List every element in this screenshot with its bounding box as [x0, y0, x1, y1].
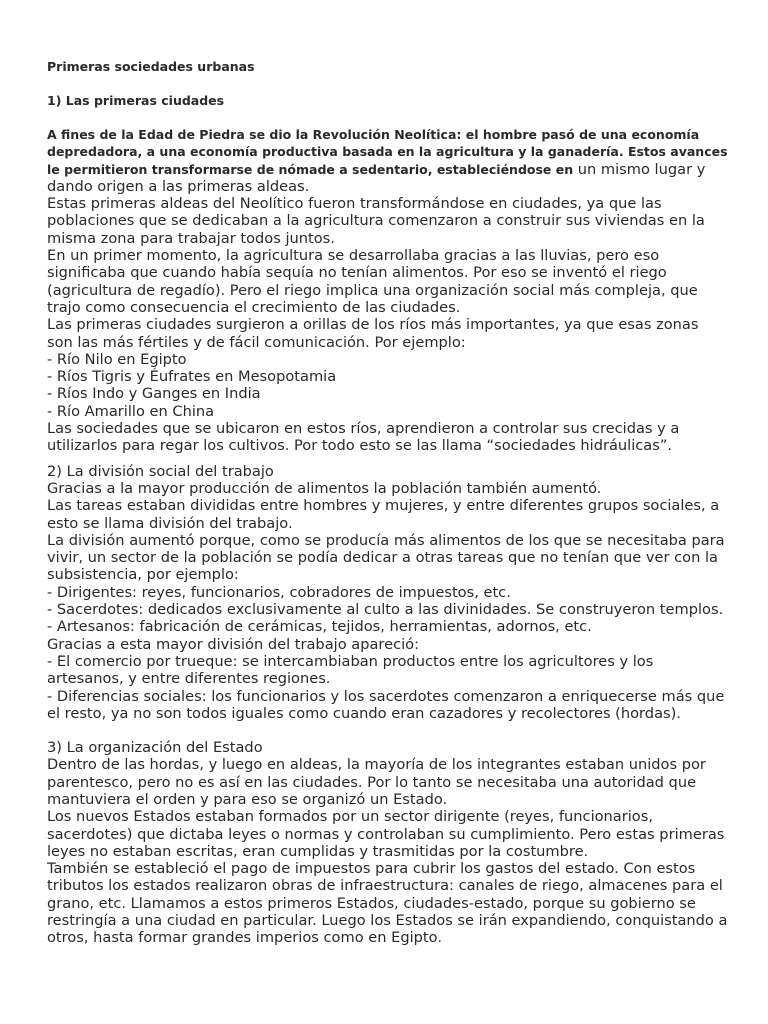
section-3-paragraph: También se estableció el pago de impuestos para cubrir los gastos del estado. Con estos tributos los estados realizaron obras de infraestructura: canales de riego, almacenes para el grano, etc. Llamamos a estos primeros Estados, ciudades-estado, porque su gobierno se restringía a una ciudad en particular. Luego los Estados se irán expandiendo, conquistando a otros, hasta formar grandes imperios como en Egipto.: [47, 860, 728, 947]
section-3-paragraph: Los nuevos Estados estaban formados por un sector dirigente (reyes, funcionarios, sacerdotes) que dictaba leyes o normas y controlaban su cumplimiento. Pero estas primeras leyes no estaban escritas, eran cumplidas y trasmitidas por la costumbre.: [47, 808, 725, 860]
spacer: [47, 722, 728, 739]
consequence-item: - Diferencias sociales: los funcionarios y los sacerdotes comenzaron a enriquecerse más que el resto, ya no son todos iguales como cuando eran cazadores y recolectores (hordas).: [47, 687, 725, 722]
division-example-item: - Artesanos: fabricación de cerámicas, tejidos, herramientas, adornos, etc.: [47, 618, 592, 636]
section-2-paragraph: La división aumentó porque, como se producía más alimentos de los que se necesitaba para vivir, un sector de la población se podía dedicar a otras tareas que no tenían que ver con la subsistencia, por ejemplo:: [47, 531, 725, 584]
section-2-heading: 2) La división social del trabajo: [47, 462, 274, 480]
section-2-paragraph: Las tareas estaban divididas entre hombres y mujeres, y entre diferentes grupos sociales, a esto se llama división del trabajo.: [47, 497, 720, 532]
section-1-paragraph: Estas primeras aldeas del Neolítico fueron transformándose en ciudades, ya que las poblaciones que se dedicaban a la agricultura comenzaron a construir sus viviendas en la misma zona para trabajar todos juntos.: [47, 195, 705, 247]
section-3-heading: 3) La organización del Estado: [47, 739, 263, 757]
spacer: [47, 455, 728, 463]
section-2-paragraph: Gracias a esta mayor división del trabajo apareció:: [47, 635, 419, 653]
section-2-paragraph: Gracias a la mayor producción de alimentos la población también aumentó.: [47, 479, 602, 497]
division-example-item: - Dirigentes: reyes, funcionarios, cobradores de impuestos, etc.: [47, 583, 511, 601]
section-3-paragraph: Dentro de las hordas, y luego en aldeas, la mayoría de los integrantes estaban unidos por parentesco, pero no es así en las ciudades. Por lo tanto se necesitaba una autoridad que mantuviera el orden y para eso se organizó un Estado.: [47, 756, 706, 808]
consequence-item: - El comercio por trueque: se intercambiaban productos entre los agricultores y los artesanos, y entre diferentes regiones.: [47, 652, 654, 688]
section-1-intro-rest: un mismo lugar y dando origen a las primeras aldeas.: [47, 160, 706, 195]
division-example-item: - Sacerdotes: dedicados exclusivamente al culto a las divinidades. Se construyeron templos.: [47, 601, 724, 619]
section-1-intro-bold: A fines de la Edad de Piedra se dio la Revolución Neolítica: el hombre pasó de una economía depredadora, a una economía productiva basada en la agricultura y la ganadería. Estos avances le permitieron transformarse de nómade a sedentario, estableciéndose en: [47, 127, 728, 177]
river-list-item: - Ríos Tigris y Éufrates en Mesopotamia: [47, 368, 337, 386]
section-1-paragraph: En un primer momento, la agricultura se desarrollaba gracias a las lluvias, pero eso significaba que cuando había sequía no tenían alimentos. Por eso se inventó el riego (agricultura de regadío). Pero el riego implica una organización social más compleja, que trajo como consecuencia el crecimiento de las ciudades.: [47, 247, 698, 316]
section-1-heading: 1) Las primeras ciudades: [47, 93, 225, 108]
document-title: Primeras sociedades urbanas: [47, 59, 255, 74]
river-list-item: - Ríos Indo y Ganges en India: [47, 385, 261, 403]
section-1-paragraph: Las primeras ciudades surgieron a orillas de los ríos más importantes, ya que esas zonas son las más fértiles y de fácil comunicación. Por ejemplo:: [47, 316, 699, 351]
section-1-intro: [47, 126, 728, 195]
river-list-item: - Río Amarillo en China: [47, 402, 215, 420]
river-list-item: - Río Nilo en Egipto: [47, 350, 187, 368]
section-1-closing: Las sociedades que se ubicaron en estos ríos, aprendieron a controlar sus crecidas y a utilizarlos para regar los cultivos. Por todo esto se las llama “sociedades hidráulicas”.: [47, 420, 680, 455]
